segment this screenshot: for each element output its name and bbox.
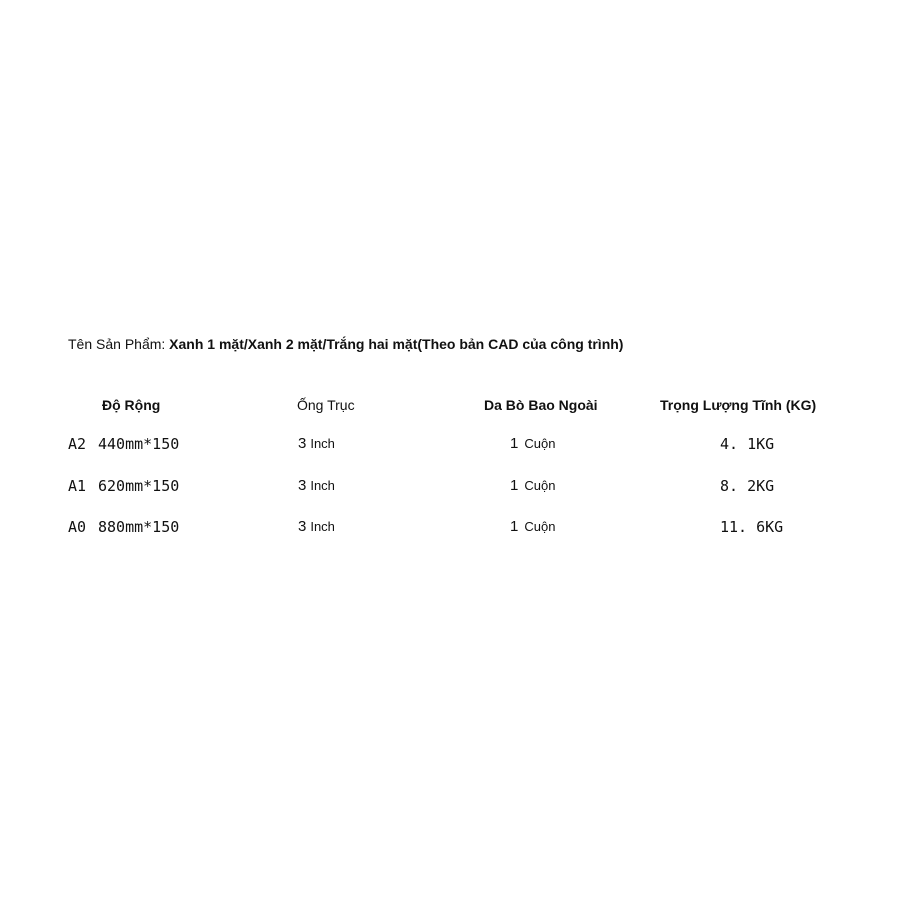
dimension-cell: 440mm*150 xyxy=(98,435,180,453)
wrap-qty: 1 xyxy=(510,518,519,535)
core-qty: 3 xyxy=(298,477,307,494)
core-qty: 3 xyxy=(298,518,307,535)
core-qty: 3 xyxy=(298,435,307,452)
header-width: Độ Rộng xyxy=(102,397,161,413)
size-cell: A1 xyxy=(68,477,87,495)
size-cell: A2 xyxy=(68,435,87,453)
product-name-line xyxy=(68,336,623,352)
product-name-value: Xanh 1 mặt/Xanh 2 mặt/Trắng hai mặt(Theo bản CAD của công trình) xyxy=(169,336,624,352)
core-cell xyxy=(298,435,335,452)
weight-cell: 4. 1KG xyxy=(720,435,775,453)
core-unit: Inch xyxy=(310,478,335,493)
product-name-label: Tên Sản Phẩm: xyxy=(68,336,170,352)
weight-cell: 8. 2KG xyxy=(720,477,775,495)
header-weight: Trọng Lượng Tĩnh (KG) xyxy=(660,397,817,413)
size-cell: A0 xyxy=(68,518,87,536)
wrap-unit: Cuộn xyxy=(524,436,556,451)
dimension-cell: 620mm*150 xyxy=(98,477,180,495)
table-row xyxy=(0,518,900,542)
wrap-qty: 1 xyxy=(510,477,519,494)
wrap-unit: Cuộn xyxy=(524,478,556,493)
wrap-cell xyxy=(510,518,555,535)
table-row xyxy=(0,435,900,459)
core-unit: Inch xyxy=(310,436,335,451)
table-row xyxy=(0,477,900,501)
wrap-cell xyxy=(510,435,555,452)
core-cell xyxy=(298,477,335,494)
header-core: Ống Trục xyxy=(297,397,355,413)
wrap-cell xyxy=(510,477,555,494)
header-wrap: Da Bò Bao Ngoài xyxy=(484,397,598,413)
core-cell xyxy=(298,518,335,535)
weight-cell: 11. 6KG xyxy=(720,518,784,536)
dimension-cell: 880mm*150 xyxy=(98,518,180,536)
core-unit: Inch xyxy=(310,519,335,534)
wrap-unit: Cuộn xyxy=(524,519,556,534)
wrap-qty: 1 xyxy=(510,435,519,452)
